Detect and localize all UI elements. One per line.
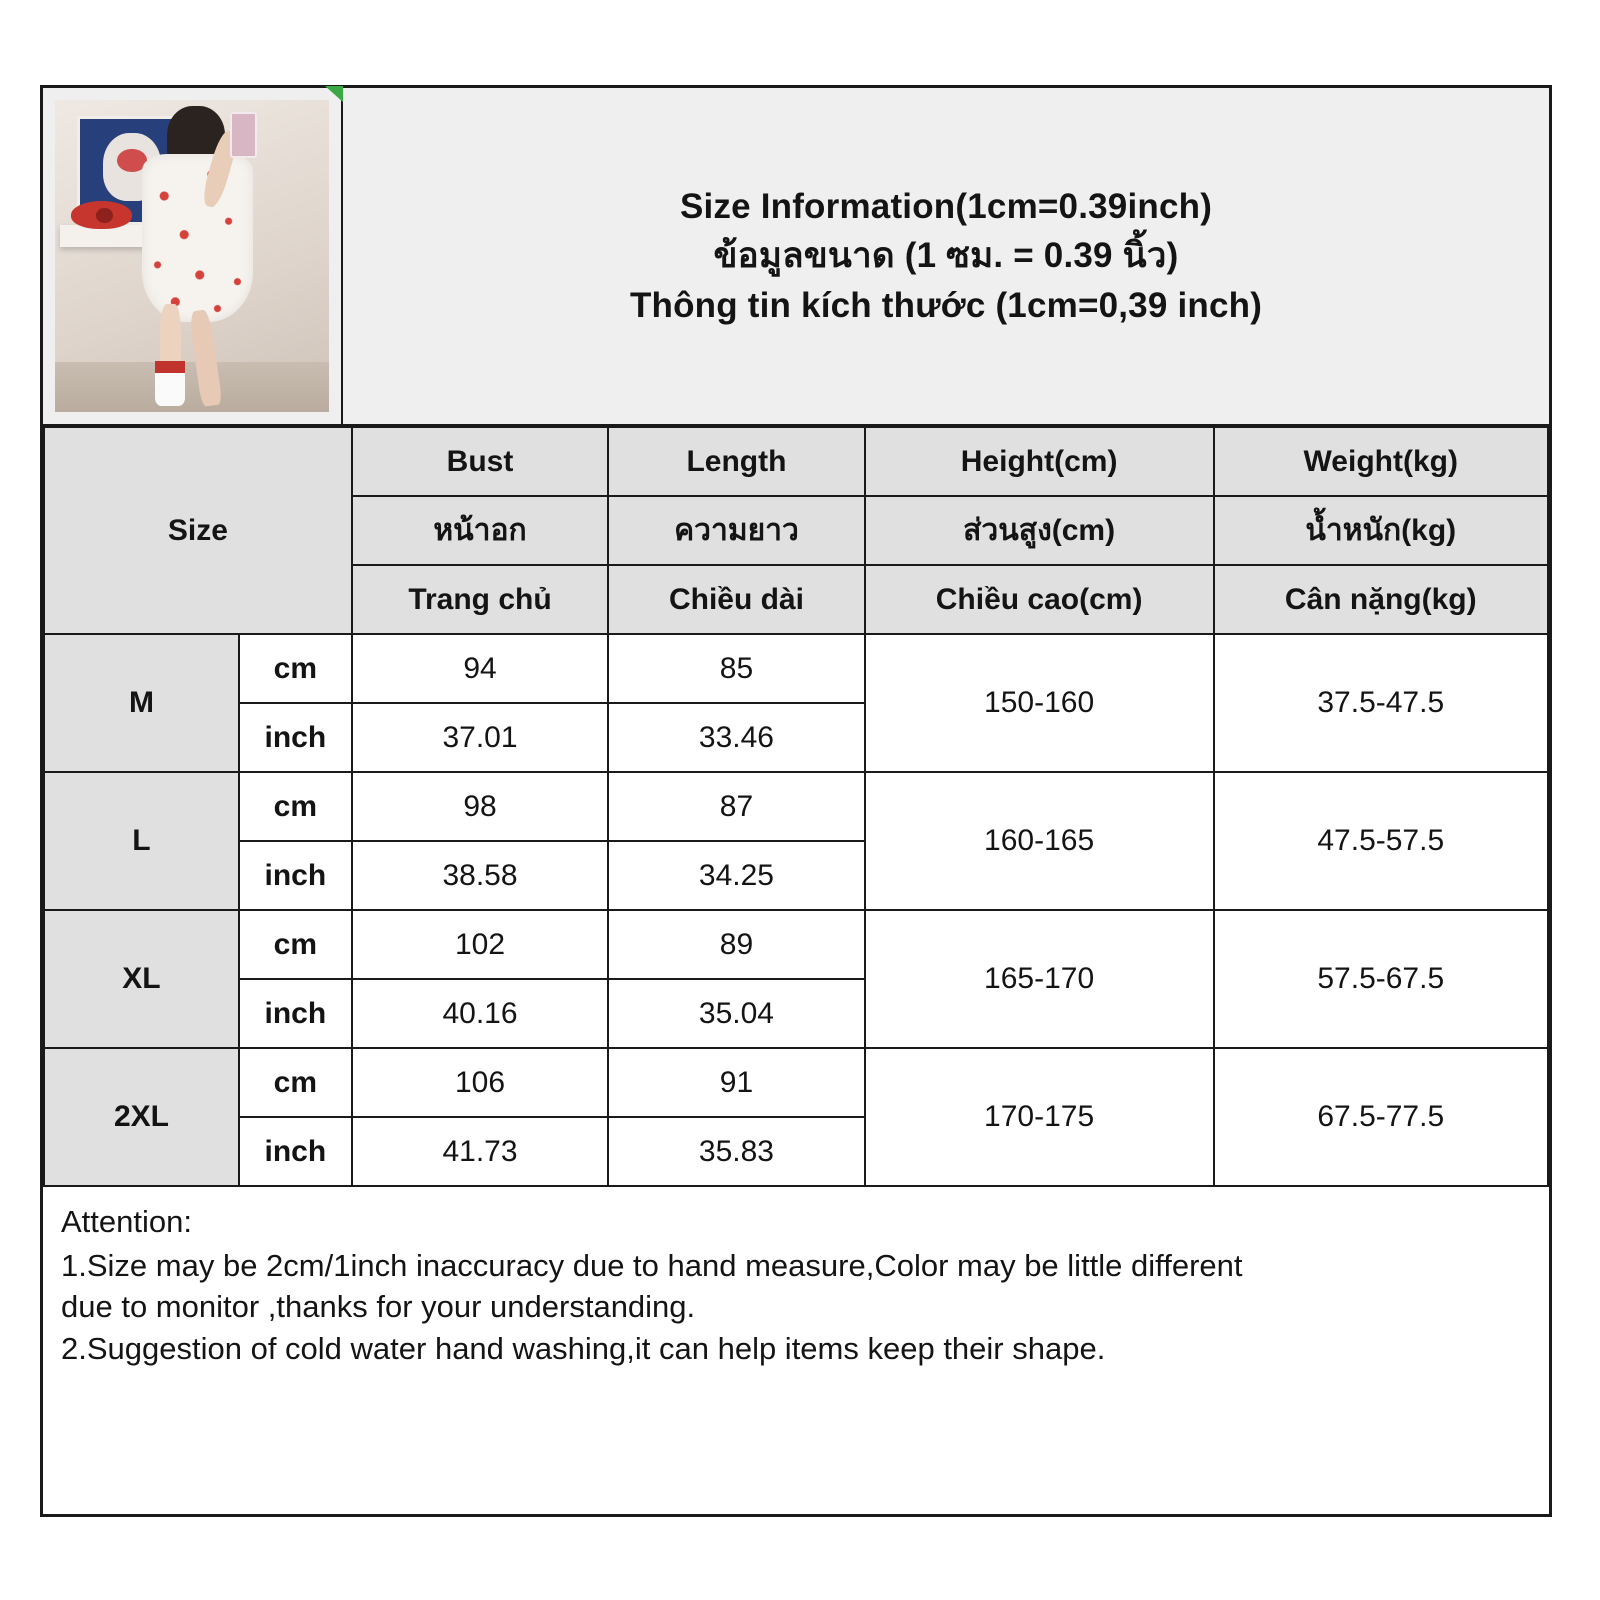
header-height-th: ส่วนสูง(cm) <box>865 496 1214 565</box>
size-chart-sheet <box>40 85 1552 1517</box>
header-height-vi: Chiều cao(cm) <box>865 565 1214 634</box>
m-length-cm: 85 <box>608 634 864 703</box>
header-bust-vi: Trang chủ <box>352 565 608 634</box>
header-row <box>43 88 1549 426</box>
row-size-xl: XL <box>44 910 239 1048</box>
row-size-2xl: 2XL <box>44 1048 239 1186</box>
unit-cm: cm <box>239 772 352 841</box>
l-height: 160-165 <box>865 772 1214 910</box>
m-length-inch: 33.46 <box>608 703 864 772</box>
product-photo <box>55 100 329 412</box>
table-row <box>44 910 1548 979</box>
header-size-label: Size <box>44 427 352 634</box>
attention-line-3: 2.Suggestion of cold water hand washing,it can help items keep their shape. <box>61 1330 1106 1366</box>
xl-length-cm: 89 <box>608 910 864 979</box>
product-photo-cell <box>43 88 343 426</box>
m-bust-inch: 37.01 <box>352 703 608 772</box>
header-length-vi: Chiều dài <box>608 565 864 634</box>
title-line-th: ข้อมูลขนาด (1 ซม. = 0.39 นิ้ว) <box>713 236 1179 276</box>
unit-inch: inch <box>239 979 352 1048</box>
title-block <box>343 88 1549 426</box>
m-bust-cm: 94 <box>352 634 608 703</box>
2xl-bust-inch: 41.73 <box>352 1117 608 1186</box>
header-bust-en: Bust <box>352 427 608 496</box>
unit-inch: inch <box>239 841 352 910</box>
2xl-bust-cm: 106 <box>352 1048 608 1117</box>
header-weight-en: Weight(kg) <box>1214 427 1548 496</box>
attention-line-1: 1.Size may be 2cm/1inch inaccuracy due to hand measure,Color may be little different <box>61 1247 1243 1283</box>
photo-model-leg-right <box>189 309 224 407</box>
table-header-row-en <box>44 427 1548 496</box>
unit-cm: cm <box>239 1048 352 1117</box>
header-length-th: ความยาว <box>608 496 864 565</box>
m-height: 150-160 <box>865 634 1214 772</box>
unit-inch: inch <box>239 703 352 772</box>
header-weight-vi: Cân nặng(kg) <box>1214 565 1548 634</box>
xl-bust-cm: 102 <box>352 910 608 979</box>
l-length-inch: 34.25 <box>608 841 864 910</box>
unit-cm: cm <box>239 910 352 979</box>
2xl-length-inch: 35.83 <box>608 1117 864 1186</box>
xl-height: 165-170 <box>865 910 1214 1048</box>
attention-block <box>43 1187 1549 1379</box>
header-height-en: Height(cm) <box>865 427 1214 496</box>
size-table <box>43 426 1549 1187</box>
unit-inch: inch <box>239 1117 352 1186</box>
2xl-weight: 67.5-77.5 <box>1214 1048 1548 1186</box>
table-row <box>44 772 1548 841</box>
attention-line-2: due to monitor ,thanks for your understanding. <box>61 1289 696 1325</box>
m-weight: 37.5-47.5 <box>1214 634 1548 772</box>
table-row <box>44 1048 1548 1117</box>
title-line-vi: Thông tin kích thước (1cm=0,39 inch) <box>629 285 1263 325</box>
header-bust-th: หน้าอก <box>352 496 608 565</box>
l-bust-inch: 38.58 <box>352 841 608 910</box>
photo-bow-knot <box>96 208 112 224</box>
photo-model <box>137 106 263 406</box>
l-length-cm: 87 <box>608 772 864 841</box>
2xl-length-cm: 91 <box>608 1048 864 1117</box>
photo-floral-dress <box>142 154 253 322</box>
xl-bust-inch: 40.16 <box>352 979 608 1048</box>
title-line-en: Size Information(1cm=0.39inch) <box>679 187 1213 227</box>
row-size-m: M <box>44 634 239 772</box>
attention-heading: Attention: <box>61 1204 192 1239</box>
photo-model-sock-band <box>155 361 185 373</box>
photo-phone <box>230 112 257 158</box>
header-weight-th: น้ำหนัก(kg) <box>1214 496 1548 565</box>
l-weight: 47.5-57.5 <box>1214 772 1548 910</box>
xl-weight: 57.5-67.5 <box>1214 910 1548 1048</box>
row-size-l: L <box>44 772 239 910</box>
2xl-height: 170-175 <box>865 1048 1214 1186</box>
table-row <box>44 634 1548 703</box>
xl-length-inch: 35.04 <box>608 979 864 1048</box>
l-bust-cm: 98 <box>352 772 608 841</box>
header-length-en: Length <box>608 427 864 496</box>
unit-cm: cm <box>239 634 352 703</box>
